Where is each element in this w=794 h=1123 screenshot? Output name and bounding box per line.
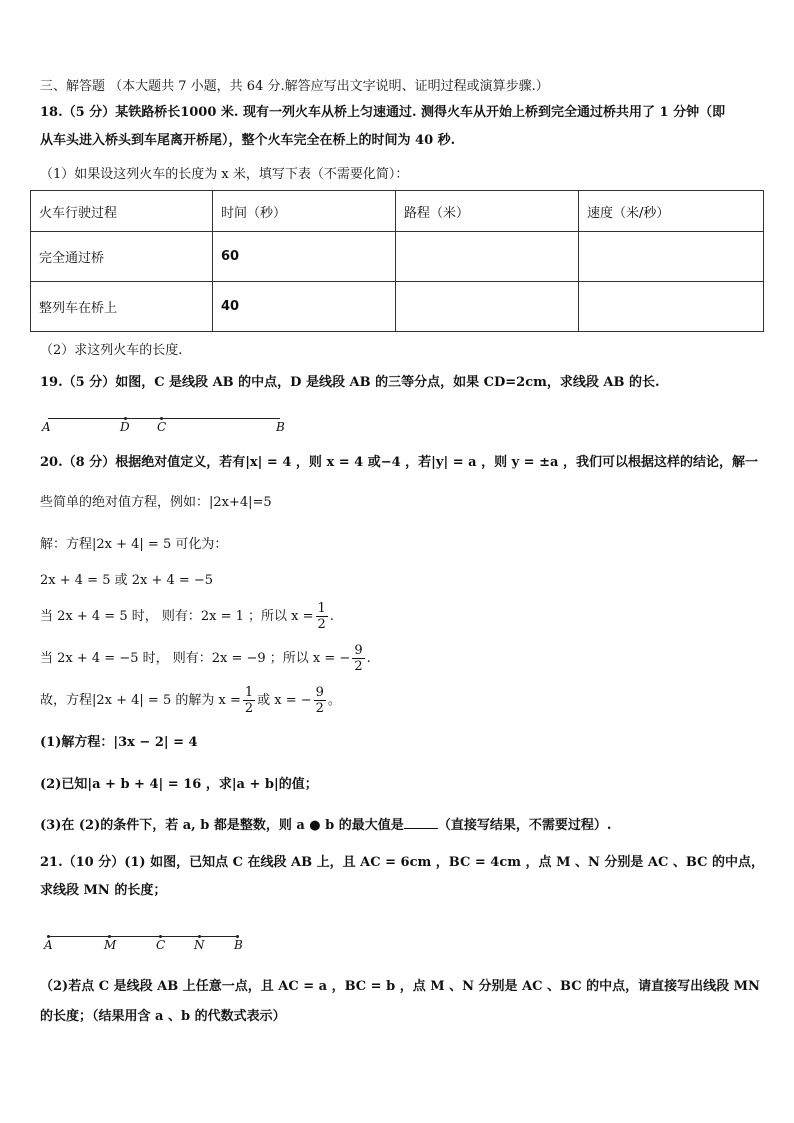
q18-part1: （1）如果设这列火车的长度为 x 米，填写下表（不需要化简）： xyxy=(40,167,409,182)
q20-sol5: 故，方程|2x + 4| = 5 的解为 x = $\frac{1}{2}$ 或 x = − $\frac{9}{2}$ 。 xyxy=(40,685,341,716)
label-b: B xyxy=(276,420,285,434)
q20-line1: 20.（8 分）根据绝对值定义，若有|x| = 4 ，则 x = 4 或−4 ，若|y| = a ，则 y = ±a ，我们可以根据这样的结论，解一 xyxy=(40,455,758,470)
q19-text: 19.（5 分）如图，C 是线段 AB 的中点，D 是线段 AB 的三等分点，如果 CD=2cm，求线段 AB 的长. xyxy=(40,375,660,390)
q20-sol2: 2x + 4 = 5 或 2x + 4 = −5 xyxy=(40,573,214,588)
table-cell-blank[interactable] xyxy=(579,282,764,332)
table-header: 火车行驶过程 xyxy=(31,191,213,232)
table-cell: 整列车在桥上 xyxy=(31,282,213,332)
q20-part2: (2)已知|a + b + 4| = 16 ，求|a + b|的值； xyxy=(40,777,318,792)
table-cell-blank[interactable] xyxy=(579,232,764,282)
label-d: D xyxy=(120,420,130,434)
table-cell: 完全通过桥 xyxy=(31,232,213,282)
table-cell-blank[interactable] xyxy=(396,232,579,282)
table-cell: 40 xyxy=(213,282,396,332)
q21-part2-line2: 的长度；（结果用含 a 、b 的代数式表示） xyxy=(40,1009,286,1024)
q20-line2: 些简单的绝对值方程，例如：|2x+4|=5 xyxy=(40,495,272,510)
table-row xyxy=(31,232,764,282)
q18-line2: 从车头进入桥头到车尾离开桥尾），整个火车完全在桥上的时间为 40 秒. xyxy=(40,133,456,148)
table-header: 路程（米） xyxy=(396,191,579,232)
fraction: $\frac{1}{2}$ xyxy=(244,685,254,716)
table-row xyxy=(31,282,764,332)
label-m: M xyxy=(104,938,117,952)
table-header: 时间（秒） xyxy=(213,191,396,232)
section-title: 三、解答题 （本大题共 7 小题，共 64 分.解答应写出文字说明、证明过程或演算步骤.） xyxy=(40,79,549,94)
table-cell-blank[interactable] xyxy=(396,282,579,332)
q21-line2: 求线段 MN 的长度； xyxy=(40,883,167,898)
fraction: $\frac{1}{2}$ xyxy=(317,601,326,632)
label-n: N xyxy=(194,938,205,952)
answer-blank[interactable] xyxy=(404,816,438,829)
q21-segment-figure xyxy=(40,928,250,954)
segment-line xyxy=(48,936,238,937)
q20-part3: (3)在 (2)的条件下，若 a, b 都是整数，则 a ● b 的最大值是 （直接写结果，不需要过程）. xyxy=(40,818,612,833)
q18-line1: 18.（5 分）某铁路桥长1000 米. 现有一列火车从桥上匀速通过. 测得火车从开始上桥到完全通过桥共用了 1 分钟（即 xyxy=(40,105,726,120)
label-c: C xyxy=(156,938,166,952)
label-a: A xyxy=(44,938,53,952)
q20-sol3: 当 2x + 4 = 5 时， 则有：2x = 1 ；所以 x = $\frac{1}{2}$ . xyxy=(40,601,334,632)
fraction: $\frac{9}{2}$ xyxy=(354,643,363,674)
q21-line1: 21.（10 分）(1) 如图，已知点 C 在线段 AB 上，且 AC = 6cm ，BC = 4cm ，点 M 、N 分别是 AC 、BC 的中点， xyxy=(40,855,764,870)
label-a: A xyxy=(42,420,51,434)
table-header: 速度（米/秒） xyxy=(579,191,764,232)
q20-sol1: 解：方程|2x + 4| = 5 可化为： xyxy=(40,537,228,552)
table-cell: 60 xyxy=(213,232,396,282)
q20-sol4: 当 2x + 4 = −5 时， 则有：2x = −9 ；所以 x = − $\frac{9}{2}$ . xyxy=(40,643,371,674)
q21-part2-line1: （2)若点 C 是线段 AB 上任意一点，且 AC = a ，BC = b ，点 M 、N 分别是 AC 、BC 的中点，请直接写出线段 MN xyxy=(40,979,760,994)
q18-part2: （2）求这列火车的长度. xyxy=(40,343,183,358)
label-b: B xyxy=(234,938,243,952)
q19-segment-figure xyxy=(40,410,290,436)
q20-part1: (1)解方程：|3x − 2| = 4 xyxy=(40,735,198,750)
label-c: C xyxy=(157,420,167,434)
q18-table xyxy=(30,190,764,332)
segment-line xyxy=(48,418,280,419)
table-header-row xyxy=(31,191,764,232)
fraction: $\frac{9}{2}$ xyxy=(315,685,324,716)
